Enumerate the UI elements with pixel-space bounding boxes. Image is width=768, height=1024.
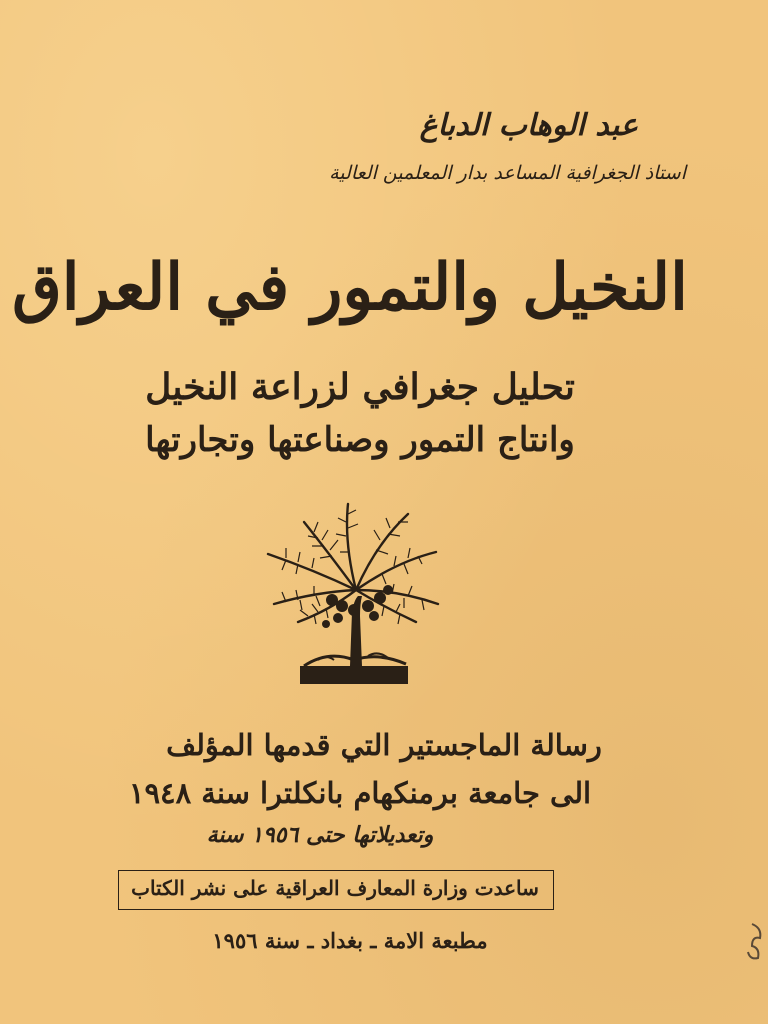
stamp-mark [738,918,768,966]
thesis-line2: الى جامعة برمنكهام بانكلترا سنة ١٩٤٨ [128,776,592,810]
book-subtitle-line2: وانتاج التمور وصناعتها وتجارتها [145,420,575,460]
book-title: النخيل والتمور في العراق [12,250,688,325]
ministry-notice: ساعدت وزارة المعارف العراقية على نشر الكتاب [131,876,539,900]
book-subtitle-line1: تحليل جغرافي لزراعة النخيل [145,366,575,408]
press-imprint: مطبعة الامة ـ بغداد ـ سنة ١٩٥٦ [212,928,488,953]
author-name: عبد الوهاب الدباغ [419,108,638,143]
thesis-line1: رسالة الماجستير التي قدمها المؤلف [166,728,602,762]
palm-tree-icon [258,492,454,692]
author-title: استاذ الجغرافية المساعد بدار المعلمين العالية [329,162,686,184]
thesis-line3: وتعديلاتها حتى ١٩٥٦ سنة [206,822,434,848]
